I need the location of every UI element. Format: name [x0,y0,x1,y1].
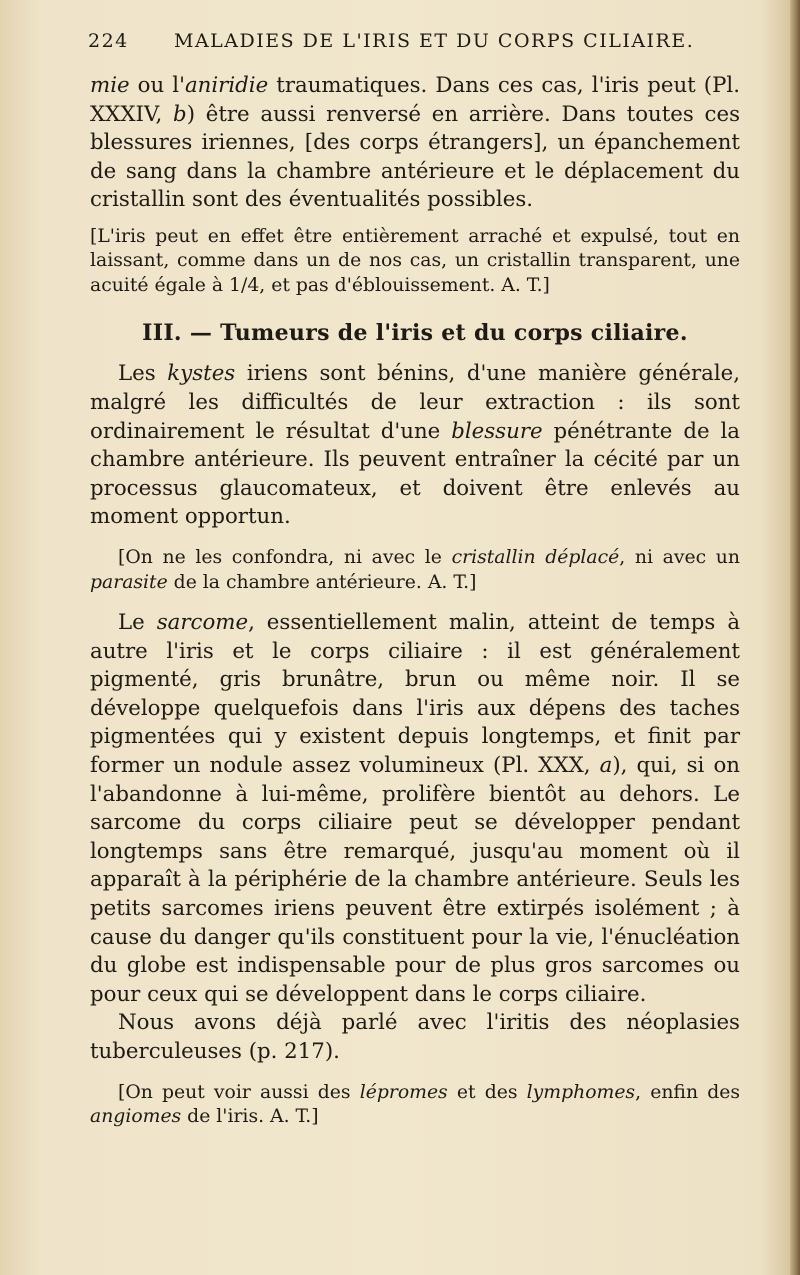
page-edge [790,0,800,1275]
term-italic: lymphomes [526,1081,636,1103]
term-italic: parasite [90,571,168,593]
text-run: de la chambre antérieure. A. T.] [167,571,477,593]
paragraph-sarcome [90,609,740,1009]
paragraph-kystes [90,360,740,532]
term-italic: a [599,753,613,778]
page-number: 224 [88,30,129,52]
text-run: ), qui, si on l'abandonne à lui-même, prolifère bientôt au dehors. Le sarcome du corps ciliaire peut se développer pendant longtemps sans être remarqué, jusqu'au moment où il apparaît à la périphérie de la chambre antérieure. Seuls les petits sarcomes iriens peuvent être extirpés isolément ; à cause du danger qu'ils constituent pour la vie, l'énucléation du globe est indispensable pour de plus gros sarcomes ou pour ceux qui se développent dans le corps ciliaire. [90,753,740,1007]
translator-note [90,546,740,595]
section-number: III. [142,320,182,347]
term-italic: cristallin déplacé [451,547,620,569]
running-title: MALADIES DE L'IRIS ET DU CORPS CILIAIRE. [174,30,695,52]
term-italic: sarcome [156,610,249,636]
term-italic: blessure [451,418,543,444]
text-run: ) être aussi renversé en arrière. Dans toutes ces blessures iriennes, [des corps étrangers], un épanchement de sang dans la chambre antérieure et le déplacement du cristallin sont des éventualités possibles. [90,101,740,213]
text-run: et des [447,1081,527,1103]
text-run: , enfin des [635,1081,740,1103]
text-run: Le [118,610,157,636]
text-run: [On ne les confondra, ni avec le [118,547,452,569]
text-run: pénétrante de la chambre antérieure. Ils peuvent entraîner la cécité par un processus glaucomateux, et doivent être enlevés au moment opportun. [90,418,740,530]
term-italic: kystes [167,361,236,387]
section-title: — Tumeurs de l'iris et du corps ciliaire. [181,320,688,347]
text-run: ou l' [129,73,185,98]
text-run: traumatiques. Dans ces cas, l'iris peut (Pl. XXXIV, [90,73,741,127]
page-body [90,72,740,1130]
text-run: de l'iris. A. T.] [181,1106,319,1128]
term-italic: mie [90,73,130,98]
translator-note [90,1081,740,1130]
paragraph-tuberculeuses: Nous avons déjà parlé avec l'iritis des néoplasies tuberculeuses (p. 217). [90,1010,740,1064]
text-run: iriens sont bénins, d'une manière générale, malgré les difficultés de leur extraction : ils sont ordinairement le résultat d'une [90,361,740,444]
translator-note: [L'iris peut en effet être entièrement arraché et expulsé, tout en laissant, comme dans un de nos cas, un cristallin transparent, une acuité égale à 1/4, et pas d'éblouissement. A. T.] [90,225,740,296]
term-italic: b [173,101,187,127]
paragraph-continuation [90,72,740,215]
term-italic: aniridie [184,73,269,98]
text-run: , ni avec un [619,547,740,569]
text-run: [On peut voir aussi des [118,1081,360,1103]
section-heading [90,320,740,346]
term-italic: lépromes [359,1081,448,1103]
text-run: , essentiellement malin, atteint de temps à autre l'iris et le corps ciliaire : il est généralement pigmenté, gris brunâtre, brun ou même noir. Il se développe quelquefois dans l'iris aux dépens des taches pigmentées qui y existent depuis longtemps, et finit par former un nodule assez volumineux (Pl. XXX, [90,610,741,778]
text-run: Les [118,361,168,387]
term-italic: angiomes [90,1106,182,1128]
